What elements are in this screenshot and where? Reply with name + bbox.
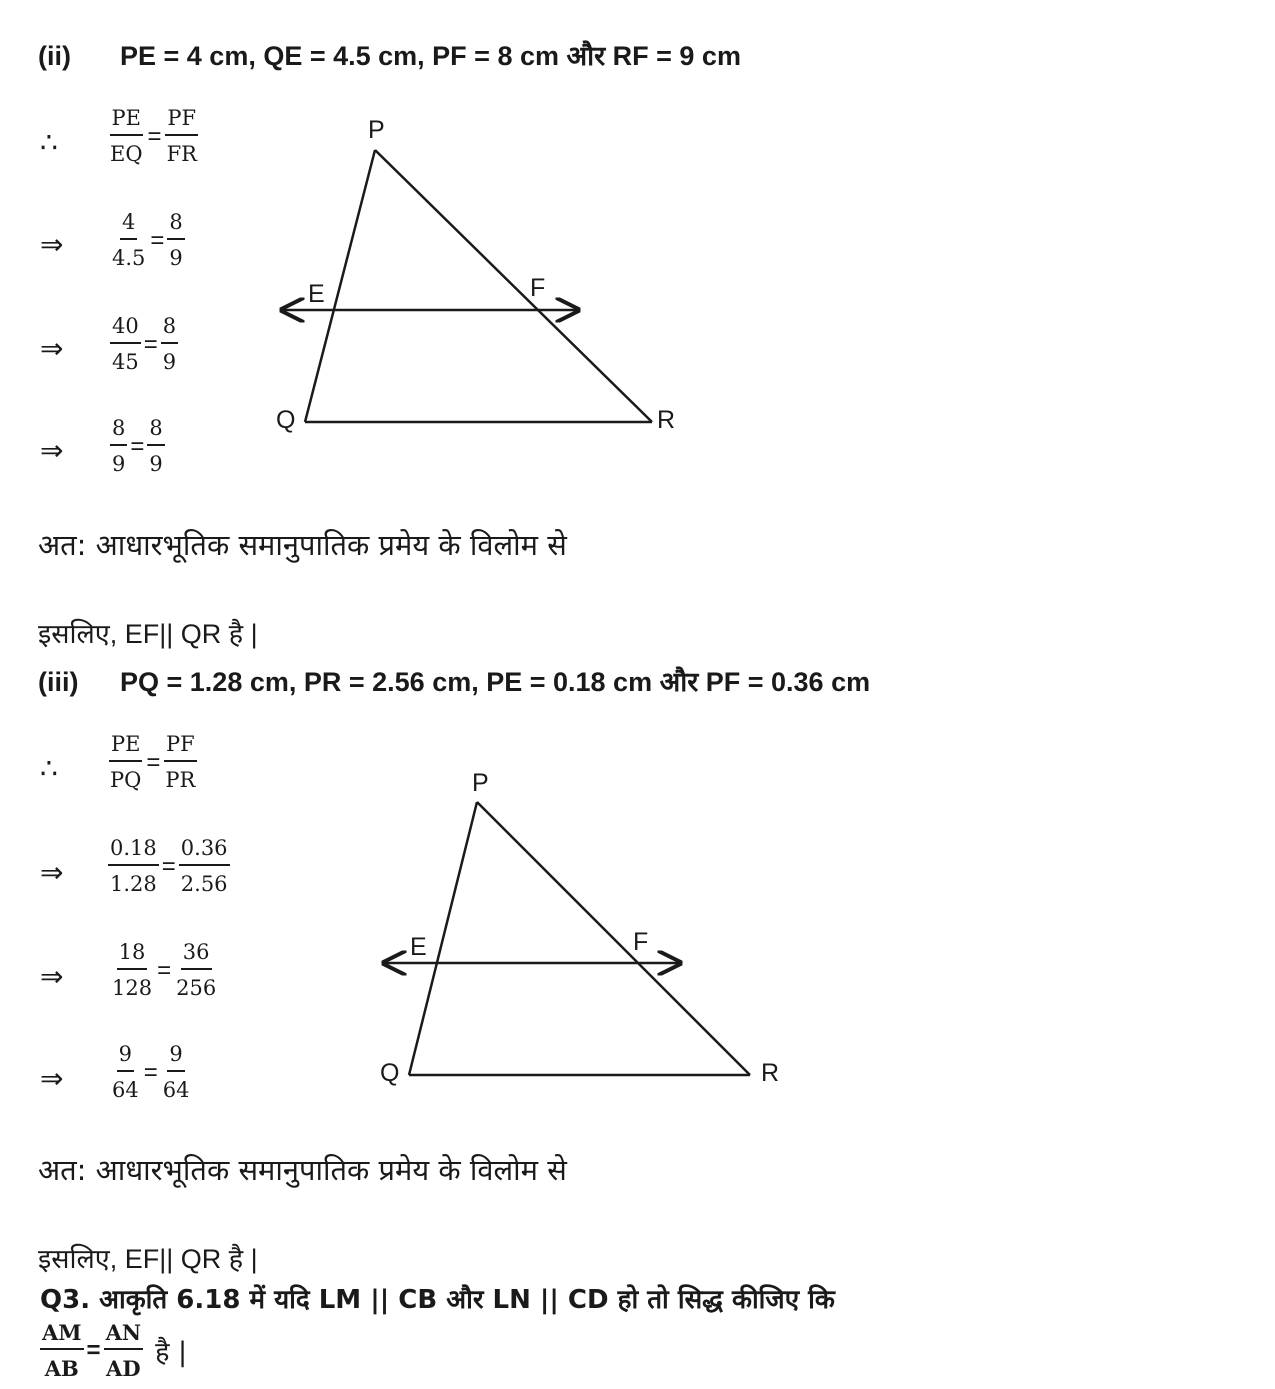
step-numerator: 36 [181,942,212,970]
step-denominator: 64 [112,1078,139,1102]
step-numerator: 8 [147,418,164,446]
step-denominator: 1.28 [110,872,157,896]
triangle-diagram-iii [360,762,800,1092]
equals-sign: = [130,432,145,460]
step-denominator: 9 [112,452,126,476]
step-numerator: 9 [117,1044,134,1072]
q3-question: Q3. आकृति 6.18 में यदि LM || CB और LN || CD हो तो सिद्ध कीजिए कि [40,1285,835,1315]
q3-equation [40,1322,187,1379]
conclusion-ii-line1: अत: आधारभूतिक समानुपातिक प्रमेय के विलोम से [38,528,567,562]
vertex-r-label: R [761,1059,780,1087]
step-iii-2 [108,838,230,895]
step-denominator: 45 [112,350,139,374]
step-iii-3 [110,942,218,999]
step-denominator: 4.5 [112,246,146,270]
step-denominator: PR [165,768,196,792]
equals-sign: = [143,330,158,358]
step-numerator: 0.18 [108,838,159,866]
step-ii-3 [110,316,178,373]
equals-sign: = [86,1336,101,1364]
triangle-diagram-ii [260,110,700,440]
step-numerator: PE [110,108,143,136]
part-iii-label: (iii) [38,667,79,697]
implies-symbol: ⇒ [40,434,64,467]
step-denominator: 64 [162,1078,190,1102]
part-ii-given: PE = 4 cm, QE = 4.5 cm, PF = 8 cm और RF = 9 cm [120,41,741,71]
side-pr [477,802,750,1075]
step-denominator: 9 [169,246,183,270]
conclusion-iii-line1: अत: आधारभूतिक समानुपातिक प्रमेय के विलोम से [38,1153,567,1187]
part-ii-label: (ii) [38,41,71,71]
side-pr [375,150,652,422]
implies-symbol: ⇒ [40,856,64,889]
implies-symbol: ⇒ [40,332,64,365]
vertex-q-label: Q [380,1059,400,1087]
vertex-p-label: P [368,116,385,144]
step-iii-4 [110,1044,191,1101]
conclusion-ii-line2: इसलिए, EF|| QR है | [38,619,258,649]
step-denominator: EQ [110,142,143,166]
step-numerator: PF [164,734,197,762]
step-denominator: FR [166,142,197,166]
vertex-q-label: Q [276,406,296,434]
step-numerator: 8 [110,418,127,446]
conclusion-iii-line2: इसलिए, EF|| QR है | [38,1244,258,1274]
point-f-label: F [633,928,649,956]
therefore-symbol: ∴ [40,752,58,785]
step-denominator: PQ [110,768,142,792]
step-numerator: 40 [110,316,141,344]
point-f-label: F [530,274,546,302]
point-e-label: E [410,933,427,961]
step-denominator: 9 [162,350,177,374]
equals-sign: = [143,1058,158,1086]
step-numerator: PE [109,734,142,762]
step-numerator: 4 [120,212,137,240]
implies-symbol: ⇒ [40,1062,64,1095]
part-iii-heading [38,662,870,699]
therefore-symbol: ∴ [40,126,58,159]
step-numerator: 8 [161,316,178,344]
implies-symbol: ⇒ [40,228,64,261]
step-denominator: 2.56 [180,872,228,896]
equals-sign: = [150,226,165,254]
equals-sign: = [147,122,162,150]
equals-sign: = [157,956,172,984]
q3-tail: है | [155,1337,188,1368]
part-iii-given: PQ = 1.28 cm, PR = 2.56 cm, PE = 0.18 cm और PF = 0.36 cm [120,667,871,697]
step-denominator: 256 [176,976,217,1000]
step-numerator: PF [165,108,198,136]
vertex-p-label: P [472,769,489,797]
equals-sign: = [146,748,161,776]
point-e-label: E [308,280,325,308]
step-denominator: 9 [149,452,163,476]
step-denominator: 128 [112,976,153,1000]
step-numerator: 8 [167,212,184,240]
vertex-r-label: R [657,406,676,434]
step-numerator: 18 [117,942,148,970]
part-ii-heading [38,36,741,73]
implies-symbol: ⇒ [40,960,64,993]
step-ii-4 [110,418,165,475]
q3-denominator: AD [106,1356,141,1381]
step-ii-2 [110,212,185,269]
step-numerator: 0.36 [179,838,230,866]
q3-denominator: AB [44,1356,79,1381]
equals-sign: = [161,852,176,880]
q3-numerator: AM [40,1322,84,1350]
step-numerator: 9 [167,1044,184,1072]
step-iii-1 [108,734,197,791]
q3-numerator: AN [104,1322,144,1350]
step-ii-1 [108,108,199,165]
